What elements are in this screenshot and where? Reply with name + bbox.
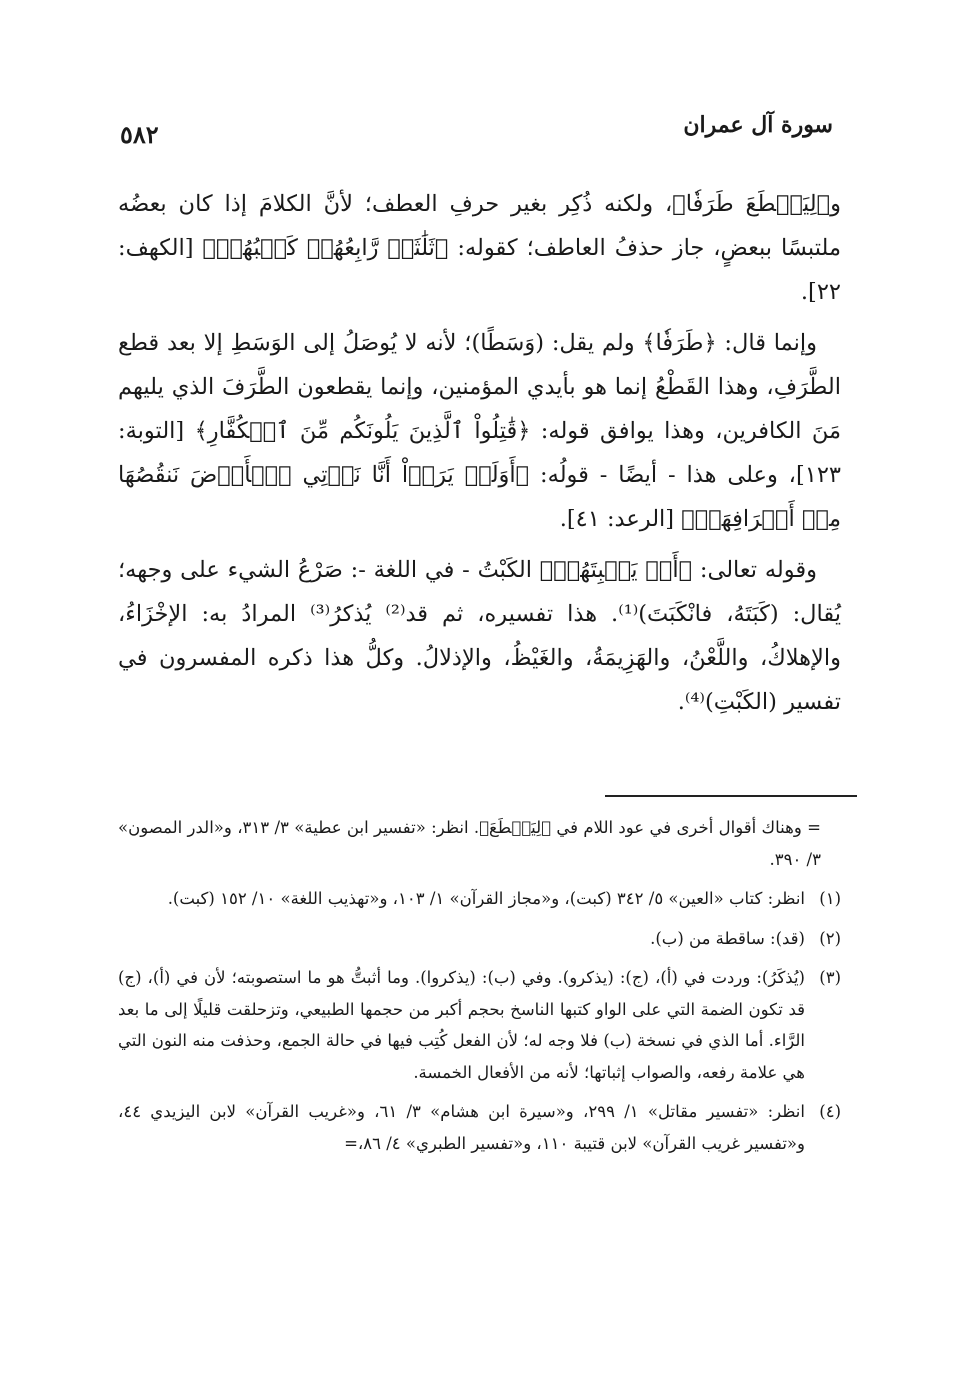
surah-title: سورة آل عمران xyxy=(683,112,833,138)
footnote-separator xyxy=(605,795,857,797)
paragraph-3: وقوله تعالى: ﴿أَوۡ يَكۡبِتَهُمۡ﴾ الكَبْتُ - في اللغة -: صَرْعُ الشيء على وجهه؛ يُقال: (كَبَتَهُ، فانْكَبَتَ)⁽¹⁾. هذا تفسيره، ثم قد⁽²⁾ يُذكرُ⁽³⁾ المرادُ به: الإخْزَاءُ، والإهلاكُ، واللَّعْنُ، والهَزِيمَةُ، والغَيْظُ، والإذلالُ. وكلُّ هذا ذكره المفسرون في تفسير (الكَبْتِ)⁽⁴⁾. xyxy=(118,557,841,715)
footnote-4 xyxy=(118,1096,841,1159)
page-number: ٥٨٢ xyxy=(120,120,159,149)
footnote-4-number: (٤) xyxy=(819,1102,841,1121)
footnote-1-text: انظر: كتاب «العين» ٥/ ٣٤٢ (كبت)، و«مجاز القرآن» ١/ ١٠٣، و«تهذيب اللغة» ١٠/ ١٥٢ (كبت). xyxy=(167,889,805,908)
footnote-2-number: (٢) xyxy=(819,928,841,948)
footnote-1-number: (١) xyxy=(819,889,841,908)
main-text xyxy=(118,183,841,733)
footnote-continuation xyxy=(118,812,841,875)
footnote-1 xyxy=(118,883,841,915)
footnote-3-number: (٣) xyxy=(819,968,841,987)
paragraph-2: وإنما قال: ﴿طَرَفٗا﴾ ولم يقل: (وَسَطًا)؛ لأنه لا يُوصَلُ إلى الوَسَطِ إلا بعد قطع الطَّرَفِ، وهذا القَطْعُ إنما هو بأيدي المؤمنين، وإنما يقطعون الطَّرَفَ الذي يليهم مَنَ الكافرين، وهذا يوافق قوله: ﴿قَٰتِلُواْ ٱلَّذِينَ يَلُونَكُم مِّنَ ٱلۡكُفَّارِ﴾ [التوبة: ١٢٣]، وعلى هذا - أيضًا - قولُه: ﴿أَوَلَمۡ يَرَوۡاْ أَنَّا نَأۡتِي ٱلۡأَرۡضَ نَنقُصُهَا مِنۡ أَطۡرَافِهَاۚ﴾ [الرعد: ٤١]. xyxy=(118,330,841,532)
footnote-3-text: (يُذكَرُ): وردت في (أ)، (ج): (يذكرو). وفي (ب): (يذكروا). وما أثبتُّ هو ما استصوبته؛ لأن في (أ)، (ج) قد تكون الضمة التي على الواو كتبها الناسخ بحجم أكبر من حجمها الطبيعي، وتزحلقت قليلًا إلى ما بعد الرَّاء. أما الذي في نسخة (ب) فلا وجه له؛ لأن الفعل كُتِب فيها في حالة الجمع، وحذفت منه النون التي هي علامة رفعه، والصواب إثباتها؛ لأنه من الأفعال الخمسة. xyxy=(118,968,805,1082)
running-header xyxy=(120,112,833,152)
footnote-4-text: انظر: «تفسير مقاتل» ١/ ٢٩٩، و«سيرة ابن هشام» ٣/ ٦١، و«غريب القرآن» لابن اليزيدي ٤٤، و«تفسير غريب القرآن» لابن قتيبة ١١٠، و«تفسير الطبري» ٤/ ٨٦،= xyxy=(118,1102,805,1153)
footnote-2-text: (قد): ساقطة من (ب). xyxy=(650,928,805,948)
paragraph-1: و﴿لِيَقۡطَعَ طَرَفٗا﴾، ولكنه ذُكِر بغير حرفِ العطف؛ لأنَّ الكلامَ إذا كان بعضُه ملتبسًا ببعضٍ، جاز حذفُ العاطف؛ كقوله: ﴿ثَلَٰثَةٞ رَّابِعُهُمۡ كَلۡبُهُمۡ﴾ [الكهف: ٢٢]. xyxy=(118,191,841,305)
footnote-3 xyxy=(118,962,841,1088)
footnotes xyxy=(118,812,841,1167)
footnote-continuation-text: = وهناك أقوال أخرى في عود اللام في ﴿لِيَقۡطَعَ﴾. انظر: «تفسير ابن عطية» ٣/ ٣١٣، و«الدر المصون» ٣/ ٣٩٠. xyxy=(118,818,822,869)
footnote-2 xyxy=(118,923,841,955)
